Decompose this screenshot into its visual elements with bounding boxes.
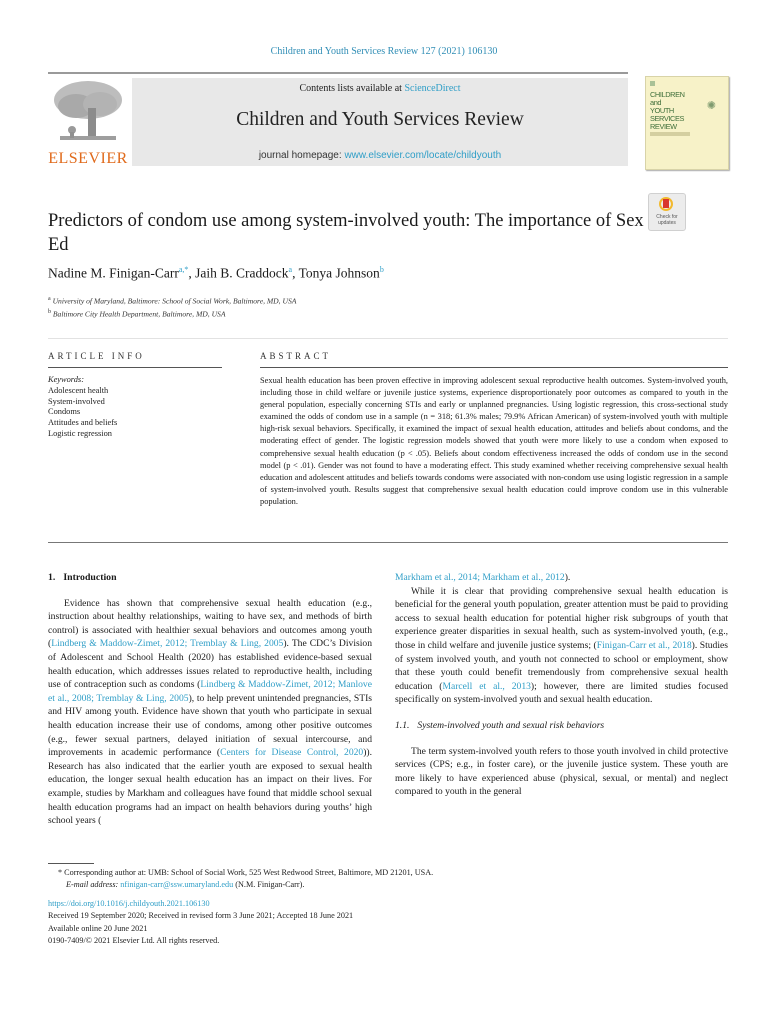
paragraph: [395, 585, 728, 707]
affiliation-text: University of Maryland, Baltimore: School of Social Work, Baltimore, MD, USA: [52, 296, 297, 306]
paragraph-text: ); however, there are limited studies focused specifically on system-involved youth and sexual health education.: [395, 680, 729, 706]
journal-cover-thumbnail[interactable]: [645, 76, 729, 170]
body-column-left: [48, 571, 372, 828]
divider: [260, 367, 728, 368]
affiliation: [48, 294, 296, 307]
author-affiliation-mark[interactable]: a: [288, 265, 293, 274]
publication-info: [48, 898, 353, 947]
section-number: 1.: [48, 572, 56, 583]
body-column-right: [395, 571, 728, 799]
divider: [48, 338, 728, 339]
paragraph: The term system-involved youth refers to those youth involved in child protective services (CPS; e.g., in foster care), or the juvenile justice system. These youth are more likely to have experienced abuse (physical, sexual, or mental) and neglect compared to youth in the general: [395, 745, 728, 798]
paragraph-text: ). Studies of system involved youth, and youth not connected to school or employment, show that these youth could benefit tremendously from comprehensive sexual health education (: [395, 639, 728, 692]
citation-link[interactable]: Marcell et al., 2013: [442, 680, 531, 692]
keyword: Condoms: [48, 407, 81, 417]
paragraph-text: ). The CDC’s Division of Adolescent and School Health (2020) has established evidence-based sexual health education, which addresses issues related to reproductive health, including use of contraception such as condoms (: [48, 638, 372, 691]
citation-link[interactable]: Centers for Disease Control, 2020: [220, 747, 364, 759]
paragraph-text: ), to help prevent unintended pregnancies, STIs and HIV among youth. Evidence have shown that youth who participate in sexual health education increase their use of condoms, among other positive outcomes (e.g., fewer sexual partners, delayed initiation of sexual intercourse, and improvements in academic performance (: [48, 692, 373, 759]
affiliations: [48, 294, 296, 319]
homepage-prefix: journal homepage:: [258, 150, 345, 161]
keywords-heading: Keywords:: [48, 375, 84, 384]
check-updates-label: [649, 214, 685, 226]
footnote-text: Corresponding author at: UMB: School of Social Work, 525 West Redwood Street, Baltimore, MD 21201, USA.: [64, 868, 434, 877]
header-rule: [48, 72, 628, 74]
footnote-text: (N.M. Finigan-Carr).: [233, 880, 305, 889]
citation-link[interactable]: Lindberg & Maddow-Zimet, 2012; Tremblay & Ling, 2005: [51, 638, 284, 650]
cover-subtitle-bar: [650, 132, 690, 136]
available-online: Available online 20 June 2021: [48, 923, 148, 933]
homepage-line: [132, 150, 628, 161]
abstract-heading: ABSTRACT: [260, 351, 332, 361]
cover-title: [650, 91, 685, 131]
paragraph-continued: [395, 571, 728, 585]
article-history: Received 19 September 2020; Received in revised form 3 June 2021; Accepted 18 June 2021: [48, 911, 354, 921]
journal-homepage-link[interactable]: www.elsevier.com/locate/childyouth: [344, 150, 502, 161]
email-label: E-mail address:: [66, 880, 121, 889]
paragraph-text: )). Research has also indicated that the earlier youth are exposed to sexual health education, the longer sexual health education has an impact on their lives. For example, studies by Markham and colleagues have found that middle school sexual health education programs had an impact on health behaviors during youths’ high school years (: [48, 747, 373, 827]
subsection-title: System-involved youth and sexual risk behaviors: [417, 719, 605, 731]
paragraph-text: While it is clear that providing comprehensive sexual health education is beneficial for the general youth population, greater attention must be paid to providing access to sexual health education for potential higher risk subgroups of youth that experience greater disparities in sexual health, such as system-involved youth, (e.g., those in child welfare and juvenile justice systems; (: [395, 585, 728, 651]
check-updates-label-line: updates: [658, 220, 676, 226]
cover-emblem-icon: ✺: [706, 100, 716, 112]
cover-line: and: [650, 98, 662, 107]
copyright: 0190-7409/© 2021 Elsevier Ltd. All rights reserved.: [48, 935, 220, 945]
author-affiliation-mark[interactable]: b: [379, 265, 384, 274]
article-info-heading: ARTICLE INFO: [48, 351, 145, 361]
check-updates-bookmark-icon: [663, 199, 669, 208]
author-affiliation-mark[interactable]: a,*: [178, 265, 189, 274]
footnote-mark: *: [58, 868, 63, 877]
check-for-updates-button[interactable]: [648, 193, 686, 231]
citation-link[interactable]: Lindberg & Maddow-Zimet, 2012; Manlove et al., 2008; Tremblay & Ling, 2005: [48, 679, 372, 704]
footnote-line: [58, 867, 433, 879]
affiliation: [48, 307, 296, 320]
paragraph: [48, 597, 372, 828]
divider: [48, 367, 222, 368]
footnote-line: [58, 879, 433, 891]
author-name[interactable]: Tonya Johnson: [298, 265, 380, 281]
cover-line: SERVICES: [650, 114, 685, 123]
paragraph-text: ).: [564, 572, 571, 583]
citation-link[interactable]: Markham et al., 2014; Markham et al., 2012: [395, 572, 565, 583]
keyword: Attitudes and beliefs: [48, 418, 118, 428]
subsection-heading: [395, 719, 728, 733]
subsection-number: 1.1.: [395, 719, 410, 731]
author-name[interactable]: Nadine M. Finigan-Carr: [48, 265, 179, 281]
cover-line: REVIEW: [650, 122, 677, 131]
elsevier-wordmark: ELSEVIER: [48, 150, 128, 167]
check-updates-label-line: Check for: [656, 214, 678, 220]
section-heading: [48, 571, 372, 585]
section-title: Introduction: [63, 572, 117, 583]
cover-line: CHILDREN: [650, 90, 685, 99]
affiliation-mark: a: [48, 296, 51, 302]
divider: [48, 542, 728, 543]
footnote-rule: [48, 863, 94, 864]
affiliation-mark: b: [48, 308, 51, 315]
elsevier-logo[interactable]: [48, 78, 126, 168]
journal-banner: [132, 78, 628, 166]
email-link[interactable]: nfinigan-carr@ssw.umaryland.edu: [120, 880, 234, 889]
abstract-text: Sexual health education has been proven effective in improving adolescent sexual reproductive health outcomes. System-involved youth, including those in child welfare or juvenile justice systems, experience disproportionately poor outcomes as compared to youth in the general population, especially concerning STIs and early or unplanned pregnancies. Using logistic regression, this cross-sectional study examined the odds of condom use in a sample (n = 318; 61.3% males; 79.9% African American) of system-involved youth with multiple high-risk sexual behaviors. Specifically, it examined the impact of sexual health education, attitudes and beliefs about condoms, and the moderating effect of gender. The logistic regression models showed that youth were more likely to use a condom when exposed to comprehensive sexual health education (p < .05). Beliefs about condom effectiveness increased the odds of condom use in the second model (p < .01). Gender was not found to have a moderating effect. This study examined whether receiving comprehensive sexual health education and adolescent attitudes and beliefs towards condoms were associated with non-condom use using logistic regression in a sample of system-involved youth. Results suggest that comprehensive sexual health education could improve condom use in this vulnerable population.: [260, 376, 728, 506]
author-list: Nadine M. Finigan-Carr$^{a,*}$, Jaih B. Craddock$^a$, Tonya Johnson$^b$: [48, 265, 384, 281]
journal-title: Children and Youth Services Review: [236, 109, 524, 130]
keyword: Adolescent health: [48, 385, 109, 395]
keyword: Logistic regression: [48, 428, 112, 438]
citation-link[interactable]: Finigan-Carr et al., 2018: [596, 639, 692, 651]
sciencedirect-link[interactable]: ScienceDirect: [404, 83, 461, 94]
affiliation-text: Baltimore City Health Department, Baltimore, MD, USA: [52, 309, 226, 319]
elsevier-tree-icon: [50, 78, 124, 146]
contents-line: [132, 83, 628, 94]
doi-link[interactable]: https://doi.org/10.1016/j.childyouth.2021.106130: [48, 899, 210, 908]
keyword: System-involved: [48, 396, 105, 406]
journal-reference[interactable]: Children and Youth Services Review 127 (2021) 106130: [270, 46, 498, 57]
cover-logo-icon: [650, 81, 655, 86]
corresponding-author-footnote: [58, 867, 433, 891]
author-name[interactable]: Jaih B. Craddock: [195, 265, 289, 281]
contents-prefix: Contents lists available at: [299, 83, 405, 94]
article-title: Predictors of condom use among system-involved youth: The importance of Sex Ed: [48, 211, 644, 255]
paragraph-text: Evidence has shown that comprehensive sexual health education (e.g., instruction about healthy relationships, waiting to have sex, and methods of birth control) is associated with healthier sexual behaviors and outcomes among youth (: [48, 597, 372, 650]
keywords-list: [48, 375, 117, 440]
cover-line: YOUTH: [650, 106, 674, 115]
